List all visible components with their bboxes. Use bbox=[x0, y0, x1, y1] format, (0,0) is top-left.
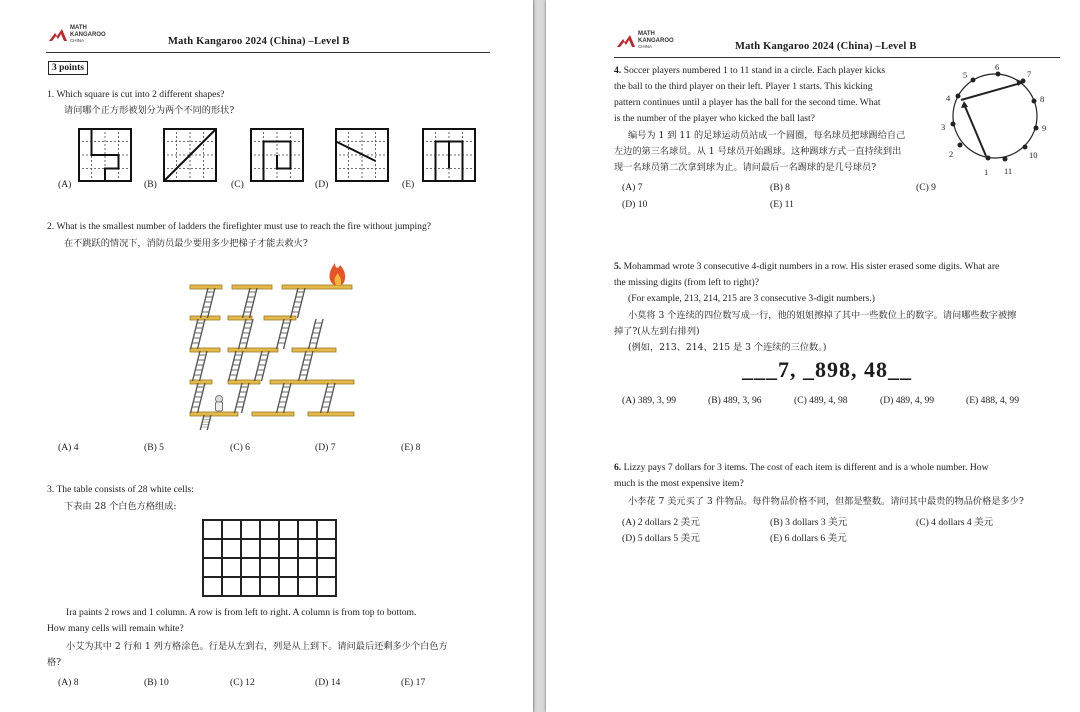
page-title: Math Kangaroo 2024 (China) –Level B bbox=[168, 36, 350, 47]
ladders bbox=[191, 288, 335, 430]
q4-option-b[interactable]: (B) 8 bbox=[770, 182, 790, 193]
q1-option-b[interactable]: (B) bbox=[144, 179, 157, 190]
q5-example-zh: (例如，213、214、215 是 3 个连续的三位数。) bbox=[628, 342, 827, 353]
document-page-left bbox=[0, 0, 533, 712]
kangaroo-logo bbox=[616, 31, 674, 51]
q3-option-a[interactable]: (A) 8 bbox=[58, 677, 79, 688]
q4-question-en-1: Soccer players numbered 1 to 11 stand in a circle. Each player kicks bbox=[623, 65, 886, 76]
q5-text-line1 bbox=[614, 259, 999, 275]
q1-option-a[interactable]: (A) bbox=[58, 179, 72, 190]
player-10: 10 bbox=[1029, 150, 1038, 160]
q3-question-zh-line1: 小艾为其中 2 行和 1 列方格涂色。行是从左到右，列是从上到下。请问最后还剩多少个白色方 bbox=[66, 641, 448, 652]
q1-option-d[interactable]: (D) bbox=[315, 179, 329, 190]
q4-player-circle bbox=[941, 64, 1071, 182]
player-7: 7 bbox=[1027, 69, 1032, 79]
logo-text-math: MATH bbox=[70, 25, 87, 31]
platforms bbox=[190, 285, 354, 416]
q2-option-c[interactable]: (C) 6 bbox=[230, 442, 250, 453]
document-page-right bbox=[546, 0, 1080, 712]
q1-question-en: Which square is cut into 2 different shapes? bbox=[56, 89, 225, 100]
q5-option-c[interactable]: (C) 489, 4, 98 bbox=[794, 395, 848, 406]
q1-number: 1. bbox=[47, 89, 55, 100]
q6-question-en-1: Lizzy pays 7 dollars for 3 items. The cost of each item is different and is a whole number. How bbox=[623, 462, 989, 473]
q5-option-d[interactable]: (D) 489, 4, 99 bbox=[880, 395, 935, 406]
q4-text-line1 bbox=[614, 63, 885, 79]
q4-number: 4. bbox=[614, 65, 622, 76]
points-badge: 3 points bbox=[48, 61, 88, 75]
q5-example-en: (For example, 213, 214, 215 are 3 consecutive 3-digit numbers.) bbox=[628, 293, 875, 304]
q1-question-zh: 请问哪个正方形被划分为两个不同的形状? bbox=[64, 105, 235, 116]
q3-option-c[interactable]: (C) 12 bbox=[230, 677, 255, 688]
q6-option-c[interactable]: (C) 4 dollars 4 美元 bbox=[916, 517, 994, 528]
player-4: 4 bbox=[946, 93, 951, 103]
q3-text bbox=[47, 482, 194, 498]
q4-question-en-4: is the number of the player who kicked the ball last? bbox=[614, 113, 815, 124]
logo-text-math: MATH bbox=[638, 31, 655, 37]
player-1: 1 bbox=[984, 167, 989, 177]
q4-question-en-3: pattern continues until a player has the ball for the second time. What bbox=[614, 97, 881, 108]
q6-option-a[interactable]: (A) 2 dollars 2 美元 bbox=[622, 517, 700, 528]
q5-option-a[interactable]: (A) 389, 3, 99 bbox=[622, 395, 677, 406]
q2-option-b[interactable]: (B) 5 bbox=[144, 442, 164, 453]
fire-icon bbox=[330, 263, 346, 285]
q2-number: 2. bbox=[47, 221, 55, 232]
q3-question-en-line2: How many cells will remain white? bbox=[47, 623, 184, 634]
q5-question-zh-2: 掉了?(从左到右排列) bbox=[614, 326, 700, 337]
q1-square-d bbox=[335, 128, 389, 182]
q1-square-a bbox=[78, 128, 132, 182]
q3-option-b[interactable]: (B) 10 bbox=[144, 677, 169, 688]
player-11: 11 bbox=[1004, 166, 1013, 176]
q6-question-en-2: much is the most expensive item? bbox=[614, 478, 744, 489]
q3-number: 3. bbox=[47, 484, 55, 495]
header-rule bbox=[614, 57, 1060, 58]
q5-option-e[interactable]: (E) 488, 4, 99 bbox=[966, 395, 1020, 406]
q1-text bbox=[47, 87, 224, 103]
q4-option-a[interactable]: (A) 7 bbox=[622, 182, 643, 193]
q6-option-b[interactable]: (B) 3 dollars 3 美元 bbox=[770, 517, 848, 528]
q3-intro-zh: 下表由 28 个白色方格组成: bbox=[64, 501, 177, 512]
q6-option-e[interactable]: (E) 6 dollars 6 美元 bbox=[770, 533, 847, 544]
q2-text bbox=[47, 219, 431, 235]
q2-option-e[interactable]: (E) 8 bbox=[401, 442, 421, 453]
kangaroo-logo bbox=[48, 25, 106, 45]
q3-intro-en: The table consists of 28 white cells: bbox=[56, 484, 194, 495]
q3-question-zh-line2: 格? bbox=[47, 657, 62, 668]
q2-option-d[interactable]: (D) 7 bbox=[315, 442, 336, 453]
q1-option-e[interactable]: (E) bbox=[402, 179, 415, 190]
q3-option-d[interactable]: (D) 14 bbox=[315, 677, 341, 688]
q5-question-en-2: the missing digits (from left to right)? bbox=[614, 277, 759, 288]
q3-option-e[interactable]: (E) 17 bbox=[401, 677, 426, 688]
q1-square-b bbox=[163, 128, 217, 182]
q5-number: 5. bbox=[614, 261, 622, 272]
q6-text-line1 bbox=[614, 460, 989, 476]
page-gutter bbox=[533, 0, 546, 712]
q1-option-c[interactable]: (C) bbox=[231, 179, 244, 190]
page-title: Math Kangaroo 2024 (China) –Level B bbox=[735, 41, 917, 52]
q2-ladder-diagram bbox=[188, 258, 358, 430]
q5-question-en-1: Mohammad wrote 3 consecutive 4-digit numbers in a row. His sister erased some digits. What are bbox=[623, 261, 1000, 272]
logo-text-kangaroo: KANGAROO bbox=[638, 37, 674, 44]
player-6: 6 bbox=[995, 64, 1000, 72]
player-8: 8 bbox=[1040, 94, 1045, 104]
player-3: 3 bbox=[941, 122, 946, 132]
player-2: 2 bbox=[949, 149, 954, 159]
q2-option-a[interactable]: (A) 4 bbox=[58, 442, 79, 453]
q4-question-zh-2: 左边的第三名球员。从 1 号球员开始踢球。这种踢球方式一直持续到出 bbox=[614, 146, 902, 157]
q4-option-c[interactable]: (C) 9 bbox=[916, 182, 936, 193]
firefighter-icon bbox=[216, 396, 223, 412]
player-5: 5 bbox=[963, 70, 968, 80]
q3-cell-table bbox=[202, 519, 337, 597]
q4-question-zh-1: 编号为 1 到 11 的足球运动员站成一个圆圈，每名球员把球踢给自己 bbox=[628, 130, 906, 141]
q5-question-zh-1: 小莫将 3 个连续的四位数写成一行，他的姐姐擦掉了其中一些数位上的数字。请问哪些数字被擦 bbox=[628, 310, 1017, 321]
q4-question-en-2: the ball to the third player on their left. Player 1 starts. This kicking bbox=[614, 81, 873, 92]
logo-text-china: CHINA bbox=[70, 38, 85, 43]
player-numbers bbox=[941, 64, 1046, 177]
q5-number-sequence: ___7, _898, 48__ bbox=[742, 357, 912, 382]
header-rule bbox=[46, 52, 490, 53]
q4-option-e[interactable]: (E) 11 bbox=[770, 199, 794, 210]
logo-text-china: CHINA bbox=[638, 44, 653, 49]
q6-question-zh-1: 小李花 7 美元买了 3 件物品。每件物品价格不同，但都是整数。请问其中最贵的物品价格是多少? bbox=[628, 496, 1024, 507]
q4-question-zh-3: 现一名球员第二次拿到球为止。请问最后一名踢球的是几号球员? bbox=[614, 162, 877, 173]
q2-question-zh: 在不跳跃的情况下，消防员最少要用多少把梯子才能去救火? bbox=[64, 238, 308, 249]
q1-square-c bbox=[250, 128, 304, 182]
q3-question-en-line1: Ira paints 2 rows and 1 column. A row is from left to right. A column is from top to bottom. bbox=[66, 607, 417, 618]
q2-question-en: What is the smallest number of ladders the firefighter must use to reach the fire without jumping? bbox=[56, 221, 432, 232]
q6-number: 6. bbox=[614, 462, 622, 473]
player-dots bbox=[951, 72, 1039, 162]
q6-option-d[interactable]: (D) 5 dollars 5 美元 bbox=[622, 533, 700, 544]
q1-square-e bbox=[422, 128, 476, 182]
player-9: 9 bbox=[1042, 123, 1047, 133]
kangaroo-icon bbox=[48, 28, 68, 42]
q4-option-d[interactable]: (D) 10 bbox=[622, 199, 648, 210]
kick-arrows bbox=[961, 83, 1021, 156]
logo-text-kangaroo: KANGAROO bbox=[70, 31, 106, 38]
kangaroo-icon bbox=[616, 34, 636, 48]
q5-option-b[interactable]: (B) 489, 3, 96 bbox=[708, 395, 762, 406]
